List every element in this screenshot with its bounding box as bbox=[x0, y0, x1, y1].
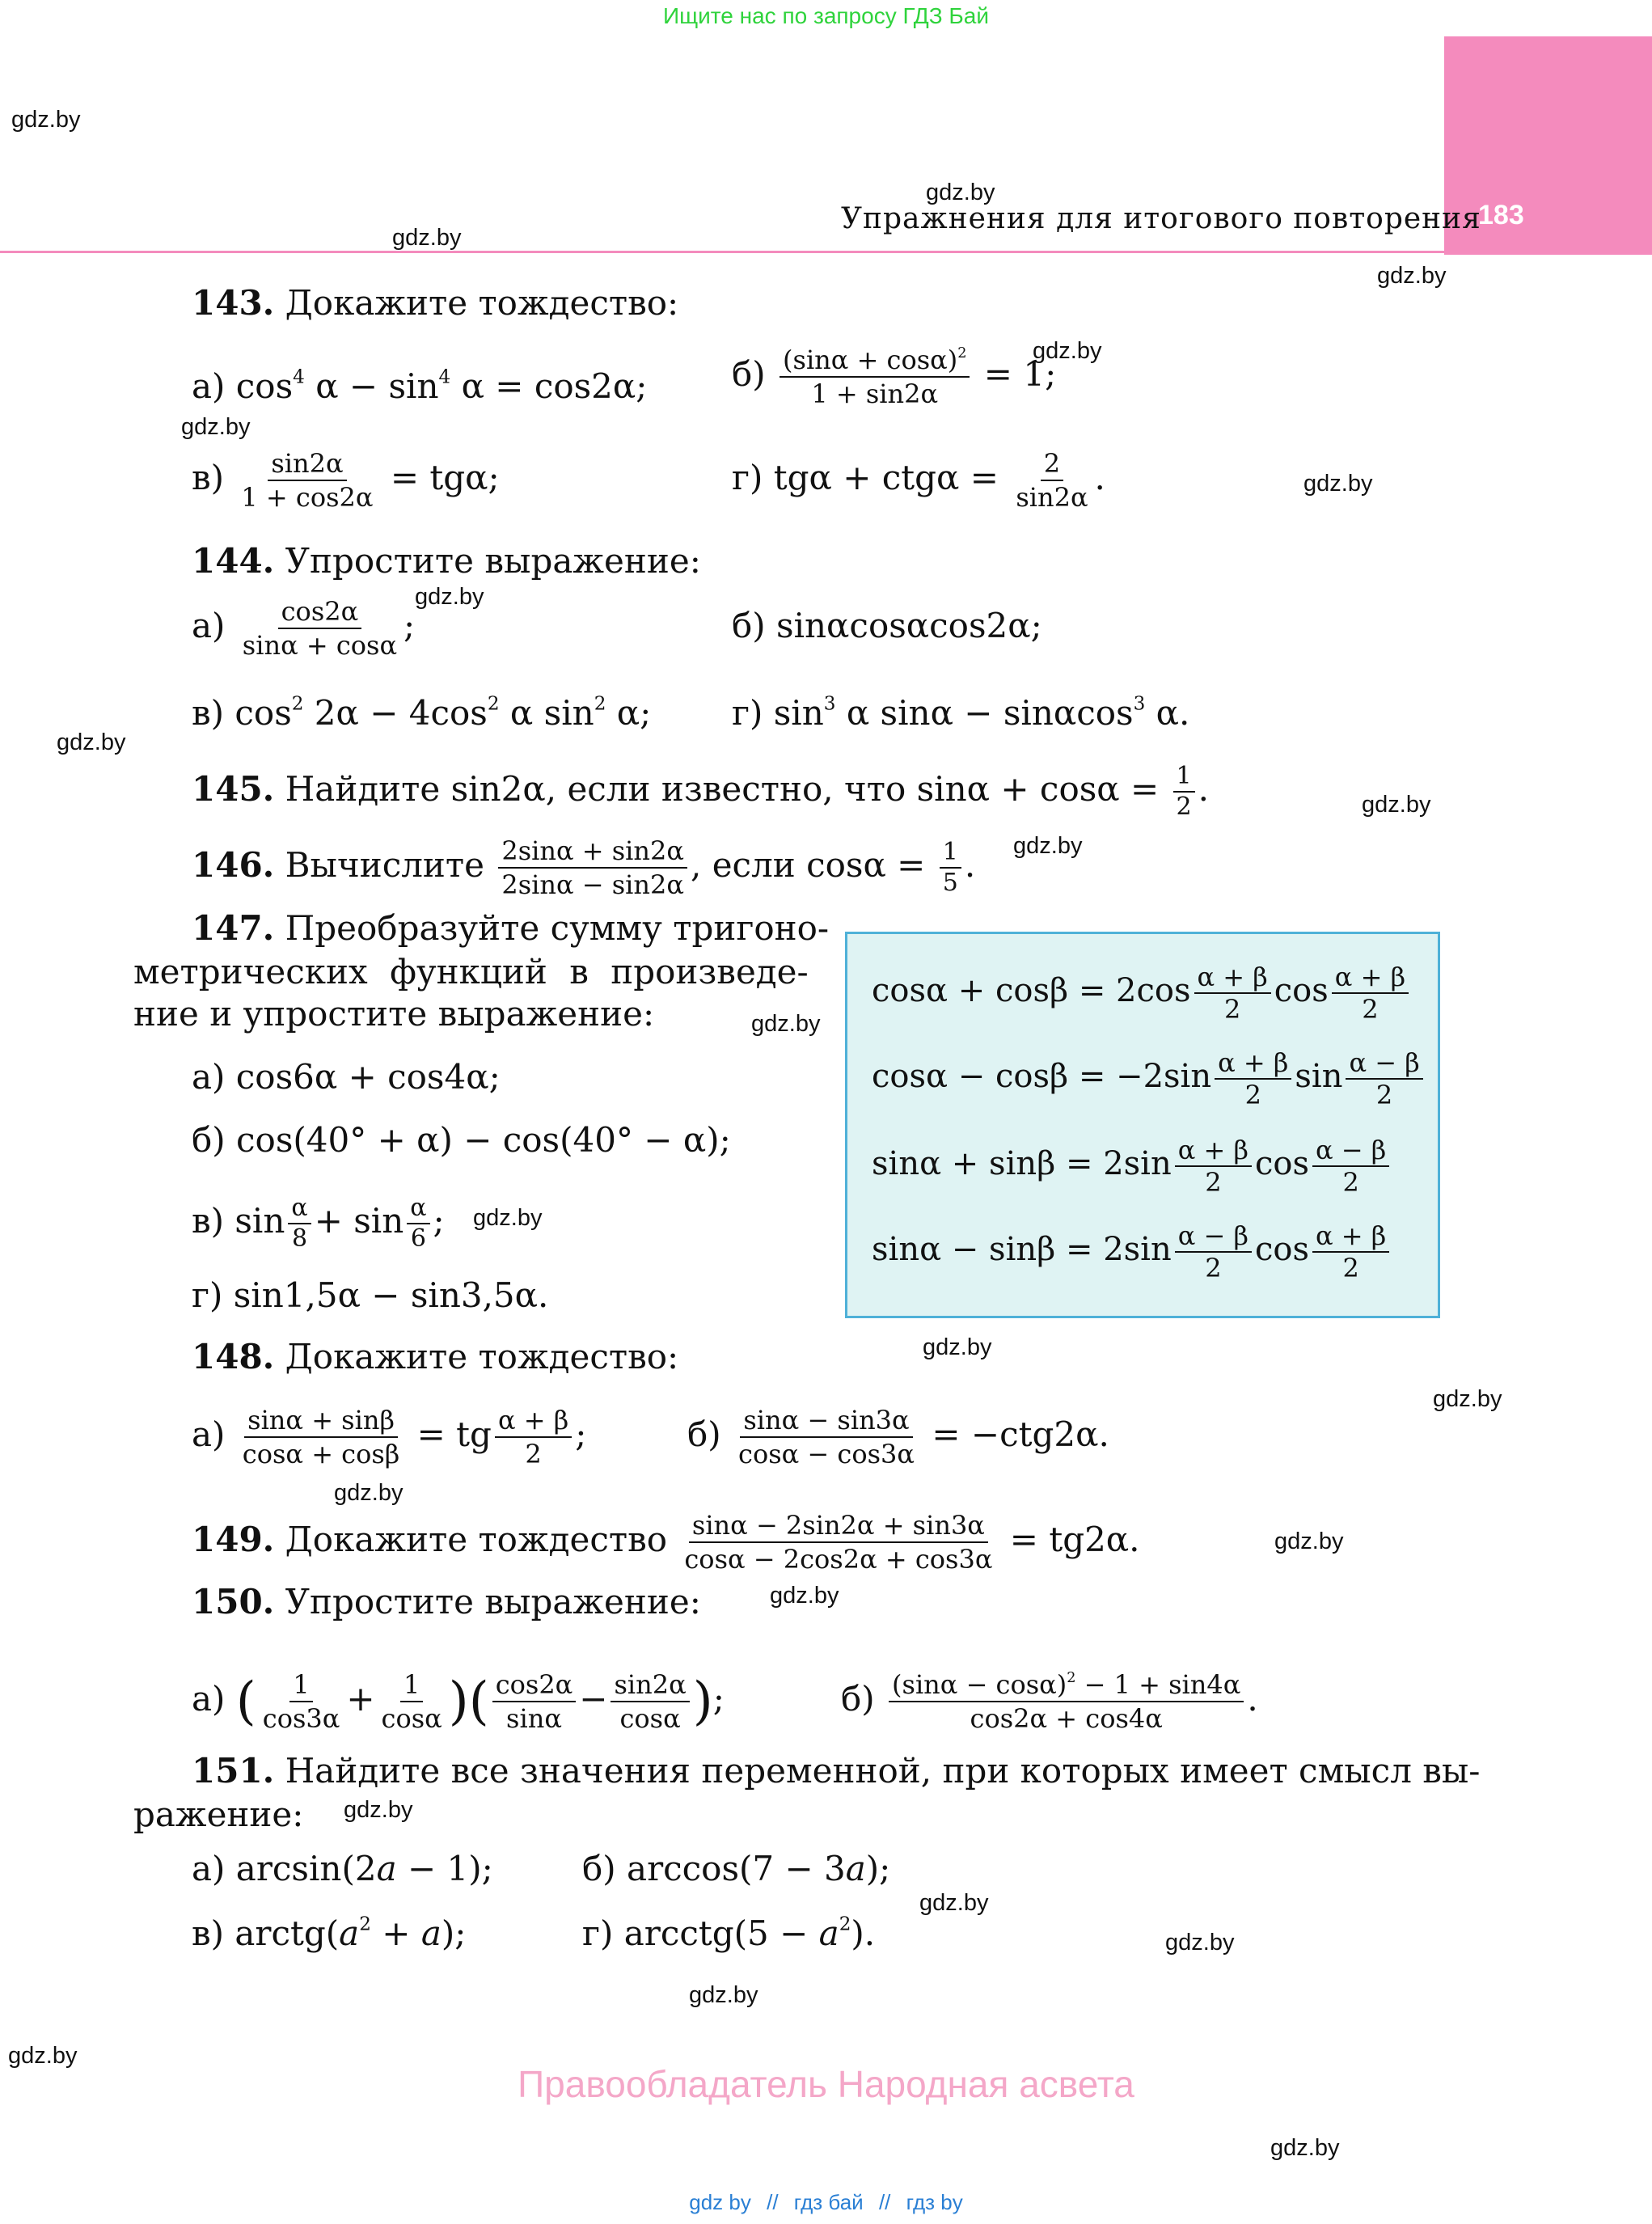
exercise-147-g: г) sin1,5α − sin3,5α. bbox=[192, 1275, 549, 1315]
fraction: $\frac{\sin 2\alpha}{1 + \cos 2\alpha}$ bbox=[241, 448, 374, 513]
fraction: $\frac{\alpha + \beta}{2}$ bbox=[495, 1404, 572, 1470]
item-label: а) bbox=[192, 1679, 226, 1719]
exercise-text: Упростите выражение: bbox=[285, 541, 701, 581]
fraction: $\frac{\alpha}{8}$ bbox=[288, 1194, 311, 1254]
exercise-151-v: в) $arctg(a^2 + a)$; bbox=[192, 1913, 467, 1953]
watermark: gdz.by bbox=[392, 225, 462, 251]
exercise-145: 145. Найдите sin2α, если известно, что sinα + cosα = $\frac{1}{2}$ . bbox=[192, 762, 1209, 821]
fraction: $\frac{1}{\cos\alpha}$ bbox=[381, 1669, 442, 1734]
fraction: $\frac{\sin\alpha - 2\sin 2\alpha + \sin 3\alpha}{\cos\alpha - 2\cos 2\alpha + \cos 3\alpha}$ bbox=[684, 1510, 993, 1575]
item-label: б) bbox=[841, 1679, 875, 1719]
item-label: в) bbox=[192, 1201, 225, 1241]
watermark: gdz.by bbox=[1362, 792, 1431, 818]
item-label: а) bbox=[192, 1414, 226, 1454]
exercise-text: метрических функций в произведе- bbox=[133, 952, 809, 991]
watermark: gdz.by bbox=[1303, 471, 1373, 497]
watermark: gdz.by bbox=[1377, 263, 1447, 289]
fraction: $\frac{2\sin\alpha + \sin 2\alpha}{2\sin\alpha - \sin 2\alpha}$ bbox=[498, 835, 687, 901]
fraction: $\frac{\sin\alpha + \sin\beta}{\cos\alpha + \cos\beta}$ bbox=[242, 1405, 400, 1469]
exercise-text: ражение: bbox=[133, 1795, 304, 1834]
watermark: gdz.by bbox=[1433, 1386, 1502, 1412]
formula-box bbox=[845, 932, 1440, 1318]
exercise-146: 146. Вычислите $\frac{2\sin\alpha + \sin 2\alpha}{2\sin\alpha - \sin 2\alpha}$ , если cosα = $\frac{1}{5}$ . bbox=[192, 835, 976, 900]
watermark: gdz.by bbox=[8, 2043, 78, 2069]
page-number: 183 bbox=[1478, 200, 1524, 230]
footer-link[interactable]: gdz by bbox=[689, 2190, 751, 2214]
exercise-143-a: а) $\cos^4 \alpha - \sin^4 \alpha = \cos 2\alpha$; bbox=[192, 366, 648, 406]
item-label: г) bbox=[732, 693, 763, 733]
exercise-143-v: в) $\frac{\sin 2\alpha}{1 + \cos 2\alpha}$ = tgα; bbox=[192, 448, 500, 513]
exercise-text: если известно, что bbox=[567, 769, 906, 809]
fraction: $\frac{\alpha + \beta}{2}$ bbox=[1194, 962, 1271, 1025]
exercise-150-b: б) $\frac{(\sin\alpha - \cos\alpha)^2 - 1 + \sin 4\alpha}{\cos 2\alpha + \cos 4\alpha}$ . bbox=[841, 1669, 1258, 1734]
formula-cos-diff: cosα − cosβ = −2sin $\frac{\alpha + \beta}{2}$ sin $\frac{\alpha - \beta}{2}$ bbox=[872, 1047, 1426, 1110]
exercise-number: 150. bbox=[192, 1582, 275, 1621]
exercise-149: 149. Докажите тождество $\frac{\sin\alpha - 2\sin 2\alpha + \sin 3\alpha}{\cos\alpha - 2\cos 2\alpha + \cos 3\alpha}$ = tg2α. bbox=[192, 1510, 1140, 1575]
exercise-150-a: а) ( $\frac{1}{\cos 3\alpha}$ + $\frac{1}{\cos\alpha}$ )( $\frac{\cos 2\alpha}{\sin\alpha}$ − $\frac{\sin 2\alpha}{\cos\alpha}$ ); bbox=[192, 1669, 725, 1734]
fraction: $\frac{\sin 2\alpha}{\cos\alpha}$ bbox=[611, 1668, 689, 1735]
exercise-151-g: г) arcctg(5 − $a^2$). bbox=[582, 1913, 876, 1953]
fraction: $\frac{\alpha}{6}$ bbox=[407, 1194, 429, 1254]
watermark: gdz.by bbox=[919, 1890, 989, 1916]
exercise-143-b: б) $\frac{(\sin\alpha + \cos\alpha)^2}{1 + \sin 2\alpha}$ = 1; bbox=[732, 345, 1057, 409]
exercise-number: 146. bbox=[192, 845, 275, 885]
fraction: $\frac{1}{5}$ bbox=[940, 838, 961, 898]
item-label: б) bbox=[582, 1849, 616, 1888]
watermark: gdz.by bbox=[1165, 1930, 1235, 1956]
item-label: г) bbox=[732, 458, 763, 497]
item-label: в) bbox=[192, 458, 225, 497]
item-label: а) bbox=[192, 366, 226, 406]
exercise-151-line2 bbox=[133, 1794, 303, 1836]
exercise-text: Найдите bbox=[285, 769, 441, 809]
watermark: gdz.by bbox=[57, 729, 126, 755]
fraction: $\frac{1}{\cos 3\alpha}$ bbox=[262, 1669, 340, 1734]
fraction: $\frac{\sin\alpha - \sin 3\alpha}{\cos\alpha - \cos 3\alpha}$ bbox=[738, 1405, 915, 1469]
exercise-text: ние и упростите выражение: bbox=[133, 994, 655, 1034]
fraction: $\frac{\alpha + \beta}{2}$ bbox=[1175, 1135, 1252, 1198]
exercise-144-a: а) $\frac{\cos 2\alpha}{\sin\alpha + \cos\alpha}$ ; bbox=[192, 596, 416, 661]
watermark: gdz.by bbox=[181, 414, 251, 440]
watermark: gdz.by bbox=[473, 1205, 543, 1231]
exercise-147-a: а) cos6α + cos4α; bbox=[192, 1057, 501, 1097]
fraction: $\frac{\cos 2\alpha}{\sin\alpha + \cos\alpha}$ bbox=[242, 596, 398, 661]
fraction: $\frac{\cos 2\alpha}{\sin\alpha}$ bbox=[492, 1668, 577, 1735]
exercise-147-b: б) cos(40° + α) − cos(40° − α); bbox=[192, 1120, 731, 1160]
exercise-number: 148. bbox=[192, 1337, 275, 1376]
exercise-text: если bbox=[712, 845, 796, 885]
exercise-143-g: г) tgα + ctgα = $\frac{2}{\sin 2\alpha}$ . bbox=[732, 448, 1105, 513]
exercise-text: Докажите тождество bbox=[285, 1520, 668, 1559]
exercise-text: Преобразуйте сумму тригоно- bbox=[285, 908, 830, 948]
header-rule bbox=[0, 251, 1444, 253]
exercise-147-line1 bbox=[192, 907, 829, 949]
fraction: $\frac{\alpha - \beta}{2}$ bbox=[1346, 1047, 1422, 1110]
fraction: $\frac{\alpha + \beta}{2}$ bbox=[1332, 962, 1409, 1025]
exercise-151-b: б) arccos(7 − 3a); bbox=[582, 1849, 891, 1888]
exercise-151-a: а) arcsin(2a − 1); bbox=[192, 1849, 493, 1888]
fraction: $\frac{2}{\sin 2\alpha}$ bbox=[1016, 448, 1088, 513]
footer-link[interactable]: гдз by bbox=[906, 2190, 963, 2214]
exercise-147-line3 bbox=[133, 993, 654, 1035]
item-label: а) bbox=[192, 1057, 226, 1097]
fraction: $\frac{\alpha + \beta}{2}$ bbox=[1215, 1047, 1291, 1110]
exercise-151-line1 bbox=[192, 1750, 1481, 1792]
item-label: г) bbox=[582, 1913, 614, 1953]
formula-sin-sum: sinα + sinβ = 2sin $\frac{\alpha + \beta}{2}$ cos $\frac{\alpha - \beta}{2}$ bbox=[872, 1135, 1392, 1198]
exercise-number: 149. bbox=[192, 1520, 275, 1559]
watermark: gdz.by bbox=[751, 1011, 821, 1037]
watermark: gdz.by bbox=[770, 1583, 839, 1609]
fraction: $\frac{(\sin\alpha + \cos\alpha)^2}{1 + \sin 2\alpha}$ bbox=[780, 344, 970, 410]
exercise-148-a: а) $\frac{\sin\alpha + \sin\beta}{\cos\alpha + \cos\beta}$ = tg $\frac{\alpha + \beta}{2}$ ; bbox=[192, 1405, 587, 1469]
running-title: Упражнения для итогового повторения bbox=[841, 202, 1481, 235]
item-label: в) bbox=[192, 693, 225, 733]
top-banner[interactable]: Ищите нас по запросу ГДЗ Бай bbox=[662, 3, 990, 28]
footer-links bbox=[0, 2190, 1652, 2215]
item-label: б) bbox=[732, 606, 766, 645]
item-label: г) bbox=[192, 1275, 223, 1315]
watermark: gdz.by bbox=[1270, 2135, 1340, 2161]
fraction: $\frac{\alpha + \beta}{2}$ bbox=[1312, 1220, 1389, 1283]
watermark: gdz.by bbox=[1274, 1528, 1344, 1554]
exercise-144-v: в) $\cos^2 2\alpha - 4\cos^2$ α $\sin^2 \alpha$; bbox=[192, 693, 652, 733]
footer-link[interactable]: гдз бай bbox=[793, 2190, 864, 2214]
formula-cos-sum: cosα + cosβ = 2cos $\frac{\alpha + \beta}{2}$ cos $\frac{\alpha + \beta}{2}$ bbox=[872, 962, 1412, 1025]
exercise-number: 151. bbox=[192, 1751, 275, 1791]
exercise-148-b: б) $\frac{\sin\alpha - \sin 3\alpha}{\cos\alpha - \cos 3\alpha}$ = −ctg2α. bbox=[687, 1405, 1109, 1469]
exercise-number: 145. bbox=[192, 769, 275, 809]
fraction: $\frac{(\sin\alpha - \cos\alpha)^2 - 1 + \sin 4\alpha}{\cos 2\alpha + \cos 4\alpha}$ bbox=[889, 1668, 1244, 1735]
formula-sin-diff: sinα − sinβ = 2sin $\frac{\alpha - \beta}{2}$ cos $\frac{\alpha + \beta}{2}$ bbox=[872, 1220, 1392, 1283]
exercise-144-b: б) sinαcosαcos2α; bbox=[732, 606, 1042, 645]
exercise-147-v: в) sin $\frac{\alpha}{8}$ + sin $\frac{\alpha}{6}$ ; bbox=[192, 1194, 445, 1253]
exercise-144-heading bbox=[192, 540, 701, 582]
item-label: в) bbox=[192, 1913, 225, 1953]
item-label: а) bbox=[192, 1849, 226, 1888]
watermark: gdz.by bbox=[926, 180, 995, 205]
exercise-147-line2 bbox=[133, 951, 809, 993]
exercise-143-heading bbox=[192, 282, 678, 324]
exercise-number: 143. bbox=[192, 283, 275, 323]
fraction: $\frac{\alpha - \beta}{2}$ bbox=[1312, 1135, 1389, 1198]
item-label: б) bbox=[687, 1414, 721, 1454]
watermark: gdz.by bbox=[344, 1797, 413, 1823]
watermark: gdz.by bbox=[334, 1480, 403, 1506]
exercise-150-heading bbox=[192, 1581, 701, 1623]
exercise-148-heading bbox=[192, 1336, 678, 1378]
exercise-144-g: г) $\sin^3 \alpha$ sinα − sinαcos$^3$ α. bbox=[732, 693, 1190, 733]
exercise-number: 147. bbox=[192, 908, 275, 948]
exercise-text: Вычислите bbox=[285, 845, 484, 885]
exercise-text: Упростите выражение: bbox=[285, 1582, 701, 1621]
watermark: gdz.by bbox=[415, 584, 484, 610]
footer-separator: // bbox=[767, 2190, 779, 2214]
fraction: $\frac{1}{2}$ bbox=[1173, 762, 1195, 822]
item-label: а) bbox=[192, 606, 226, 645]
watermark: gdz.by bbox=[1013, 833, 1083, 859]
exercise-text: Докажите тождество: bbox=[285, 283, 679, 323]
item-label: б) bbox=[732, 354, 766, 394]
exercise-text: Найдите все значения переменной, при которых имеет смысл вы- bbox=[285, 1751, 1481, 1791]
item-label: б) bbox=[192, 1120, 226, 1160]
watermark: gdz.by bbox=[11, 107, 81, 133]
exercise-text: Докажите тождество: bbox=[285, 1337, 679, 1376]
watermark: gdz.by bbox=[923, 1334, 992, 1360]
copyright-note: Правообладатель Народная асвета bbox=[518, 2063, 1134, 2105]
exercise-number: 144. bbox=[192, 541, 275, 581]
footer-separator: // bbox=[878, 2190, 891, 2214]
fraction: $\frac{\alpha - \beta}{2}$ bbox=[1175, 1220, 1252, 1283]
watermark: gdz.by bbox=[689, 1982, 758, 2008]
watermark: gdz.by bbox=[1033, 338, 1102, 364]
